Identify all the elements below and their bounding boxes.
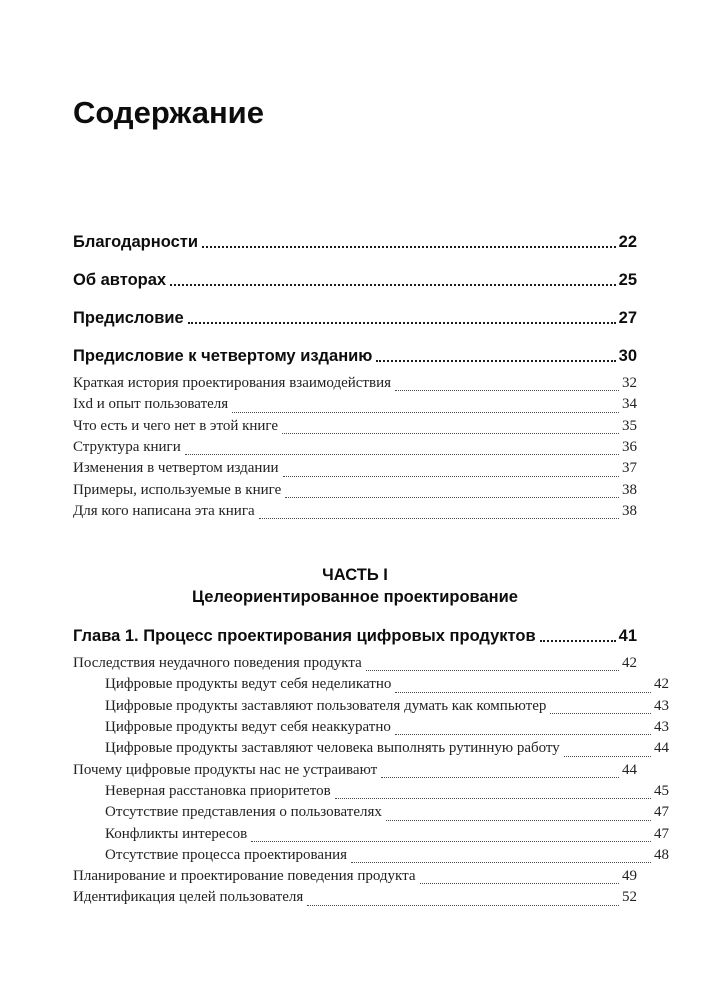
toc-page-number: 27 bbox=[618, 309, 637, 328]
toc-entry-label: Планирование и проектирование поведения продукта bbox=[73, 868, 416, 885]
toc-page-number: 42 bbox=[622, 655, 637, 672]
toc-dotted-leader bbox=[170, 283, 616, 286]
toc-dotted-leader bbox=[351, 861, 651, 863]
toc-entry bbox=[73, 653, 637, 674]
toc-page-number: 36 bbox=[622, 438, 637, 455]
toc-dotted-leader bbox=[381, 776, 619, 778]
toc-page-number: 34 bbox=[622, 396, 637, 413]
toc-entry bbox=[73, 887, 637, 908]
toc-entry bbox=[73, 696, 669, 717]
toc-dotted-leader bbox=[420, 882, 619, 884]
toc-dotted-leader bbox=[232, 411, 619, 413]
toc-entry bbox=[73, 626, 637, 646]
toc-dotted-leader bbox=[366, 669, 619, 671]
toc-entry-label: Примеры, используемые в книге bbox=[73, 481, 282, 498]
toc-page-number: 47 bbox=[654, 825, 669, 842]
toc-page-number: 44 bbox=[654, 740, 669, 757]
toc-page-number: 30 bbox=[618, 347, 637, 366]
toc-entry bbox=[73, 717, 669, 738]
toc-entry-label: Глава 1. Процесс проектирования цифровых продуктов bbox=[73, 627, 536, 646]
toc-page-number: 45 bbox=[654, 782, 669, 799]
toc-page-number: 48 bbox=[654, 846, 669, 863]
toc-entry-label: Для кого написана эта книга bbox=[73, 502, 255, 519]
toc-entry-label: Цифровые продукты заставляют человека выполнять рутинную работу bbox=[105, 740, 560, 757]
toc-dotted-leader bbox=[307, 904, 619, 906]
toc-entry bbox=[73, 346, 637, 366]
toc-entry bbox=[73, 845, 669, 866]
toc-dotted-leader bbox=[395, 389, 619, 391]
toc-entry-label: Структура книги bbox=[73, 438, 181, 455]
toc-page-number: 49 bbox=[622, 868, 637, 885]
toc-entry bbox=[73, 674, 669, 695]
toc-dotted-leader bbox=[540, 639, 616, 642]
toc-entry-label: Цифровые продукты ведут себя неделикатно bbox=[105, 676, 392, 693]
toc-page-number: 22 bbox=[618, 233, 637, 252]
toc-page-number: 37 bbox=[622, 460, 637, 477]
toc-page-number: 44 bbox=[622, 761, 637, 778]
page-title: Содержание bbox=[73, 95, 264, 130]
part-header bbox=[73, 564, 637, 608]
toc-entry-label: Последствия неудачного поведения продукта bbox=[73, 655, 362, 672]
toc-entry-label: Отсутствие процесса проектирования bbox=[105, 846, 348, 863]
toc-entry bbox=[73, 760, 637, 781]
toc-entry-label: Цифровые продукты ведут себя неаккуратно bbox=[105, 719, 391, 736]
toc-dotted-leader bbox=[282, 432, 619, 434]
part-title: Целеориентированное проектирование bbox=[192, 588, 518, 607]
toc-entry bbox=[73, 458, 637, 479]
toc-page-number: 42 bbox=[654, 676, 669, 693]
toc-entry bbox=[73, 270, 637, 290]
toc-page-number: 41 bbox=[618, 627, 637, 646]
toc-entry bbox=[73, 738, 669, 759]
toc-entry bbox=[73, 416, 637, 437]
toc-dotted-leader bbox=[185, 453, 619, 455]
toc-entry-label: Изменения в четвертом издании bbox=[73, 460, 279, 477]
toc-page-number: 32 bbox=[622, 375, 637, 392]
toc-entry bbox=[73, 781, 669, 802]
toc-list bbox=[73, 232, 669, 909]
toc-dotted-leader bbox=[202, 245, 616, 248]
toc-entry bbox=[73, 802, 669, 823]
toc-dotted-leader bbox=[335, 797, 651, 799]
toc-entry bbox=[73, 437, 637, 458]
toc-entry bbox=[73, 373, 637, 394]
toc-entry-label: Об авторах bbox=[73, 271, 167, 290]
toc-page-number: 38 bbox=[622, 481, 637, 498]
toc-entry-label: Что есть и чего нет в этой книге bbox=[73, 417, 279, 434]
toc-entry-label: Краткая история проектирования взаимодействия bbox=[73, 375, 391, 392]
toc-page-number: 43 bbox=[654, 719, 669, 736]
toc-dotted-leader bbox=[251, 840, 651, 842]
toc-entry-label: Благодарности bbox=[73, 233, 198, 252]
toc-entry bbox=[73, 480, 637, 501]
toc-entry bbox=[73, 501, 637, 522]
toc-entry bbox=[73, 308, 637, 328]
toc-page-number: 47 bbox=[654, 804, 669, 821]
toc-page-number: 25 bbox=[618, 271, 637, 290]
toc-dotted-leader bbox=[395, 691, 651, 693]
toc-page-number: 35 bbox=[622, 417, 637, 434]
toc-entry bbox=[73, 232, 637, 252]
toc-entry-label: Отсутствие представления о пользователях bbox=[105, 804, 382, 821]
toc-entry bbox=[73, 824, 669, 845]
toc-dotted-leader bbox=[259, 517, 619, 519]
toc-entry-label: Предисловие к четвертому изданию bbox=[73, 347, 373, 366]
toc-dotted-leader bbox=[188, 321, 616, 324]
toc-page-number: 43 bbox=[654, 697, 669, 714]
toc-entry-label: Предисловие bbox=[73, 309, 184, 328]
toc-dotted-leader bbox=[550, 712, 651, 714]
toc-page-number: 52 bbox=[622, 889, 637, 906]
page-content bbox=[73, 95, 669, 909]
toc-dotted-leader bbox=[386, 819, 651, 821]
toc-page-number: 38 bbox=[622, 502, 637, 519]
toc-dotted-leader bbox=[564, 755, 651, 757]
toc-entry-label: Конфликты интересов bbox=[105, 825, 248, 842]
toc-dotted-leader bbox=[283, 475, 620, 477]
toc-entry-label: Идентификация целей пользователя bbox=[73, 889, 304, 906]
toc-entry-label: Почему цифровые продукты нас не устраивают bbox=[73, 761, 378, 778]
toc-entry-label: Цифровые продукты заставляют пользователя думать как компьютер bbox=[105, 697, 547, 714]
toc-dotted-leader bbox=[376, 359, 615, 362]
toc-dotted-leader bbox=[285, 496, 619, 498]
toc-entry bbox=[73, 394, 637, 415]
toc-entry-label: Ixd и опыт пользователя bbox=[73, 396, 229, 413]
toc-entry-label: Неверная расстановка приоритетов bbox=[105, 782, 331, 799]
part-number: ЧАСТЬ I bbox=[322, 566, 388, 585]
toc-entry bbox=[73, 866, 637, 887]
toc-dotted-leader bbox=[395, 733, 651, 735]
